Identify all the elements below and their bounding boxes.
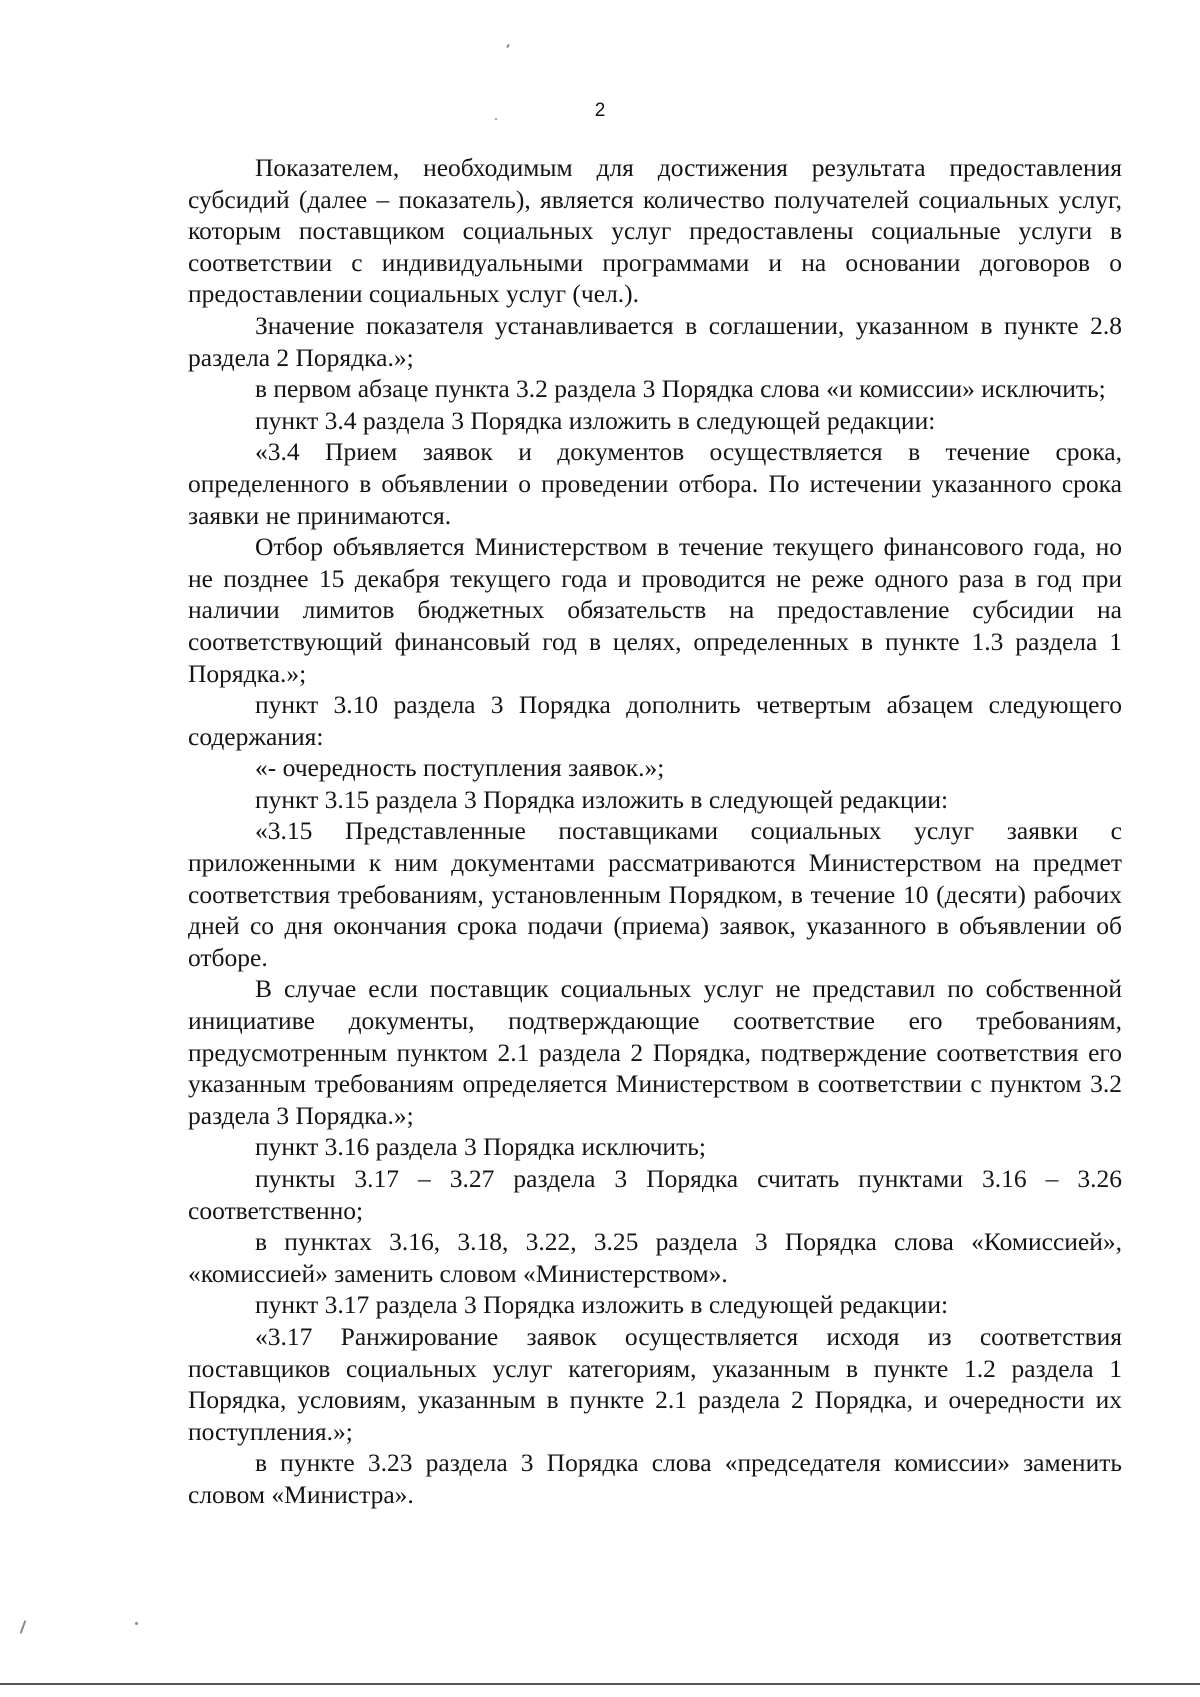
scan-speck — [135, 1622, 138, 1625]
paragraph: пункт 3.4 раздела 3 Порядка изложить в следующей редакции: — [255, 405, 936, 435]
document-body — [188, 152, 1122, 1511]
paragraph: В случае если поставщик социальных услуг не представил по собственной инициативе документы, подтверждающие соответствие его требованиям, предусмотренным пунктом 2.1 раздела 2 Порядка, подтверждение соответствия его указанным требованиям определяется Министерством в соответствии с пунктом 3.2 раздела 3 Порядка.»; — [188, 974, 1122, 1130]
paragraph: «3.15 Представленные поставщиками социальных услуг заявки с приложенными к ним документами рассматриваются Министерством на предмет соответствия требованиям, установленным Порядком, в течение 10 (десяти) рабочих дней со дня окончания срока подачи (приема) заявок, указанного в объявлении об отборе. — [188, 816, 1122, 972]
paragraph: пункт 3.17 раздела 3 Порядка изложить в следующей редакции: — [255, 1290, 949, 1320]
paragraph: пункт 3.10 раздела 3 Порядка дополнить четвертым абзацем следующего содержания: — [188, 690, 1122, 751]
paragraph: пункт 3.15 раздела 3 Порядка изложить в следующей редакции: — [255, 784, 949, 814]
paragraph: Отбор объявляется Министерством в течение текущего финансового года, но не позднее 15 декабря текущего года и проводится не реже одного раза в год при наличии лимитов бюджетных обязательств на предоставление субсидии на соответствующий финансовый год в целях, определенных в пункте 1.3 раздела 1 Порядка.»; — [188, 532, 1122, 688]
paragraph: в пунктах 3.16, 3.18, 3.22, 3.25 раздела 3 Порядка слова «Комиссией», «комиссией» заменить словом «Министерством». — [188, 1227, 1122, 1288]
scan-speck — [20, 1620, 27, 1634]
paragraph: «3.17 Ранжирование заявок осуществляется исходя из соответствия поставщиков социальных услуг категориям, указанным в пункте 1.2 раздела 1 Порядка, условиям, указанным в пункте 2.1 раздела 2 Порядка, и очередности их поступления.»; — [188, 1321, 1122, 1446]
page-number: 2 — [594, 100, 606, 121]
paragraph: Значение показателя устанавливается в соглашении, указанном в пункте 2.8 раздела 2 Порядка.»; — [188, 310, 1122, 372]
page-bottom-edge — [0, 1683, 1200, 1685]
scan-speck — [495, 118, 497, 120]
paragraph: в первом абзаце пункта 3.2 раздела 3 Порядка слова «и комиссии» исключить; — [255, 374, 1106, 404]
paragraph: пункт 3.16 раздела 3 Порядка исключить; — [255, 1132, 706, 1162]
paragraph: в пункте 3.23 раздела 3 Порядка слова «председателя комиссии» заменить словом «Министра». — [188, 1448, 1122, 1509]
paragraph: «- очередность поступления заявок.»; — [255, 753, 665, 783]
paragraph: «3.4 Прием заявок и документов осуществляется в течение срока, определенного в объявлении о проведении отбора. По истечении указанного срока заявки не принимаются. — [188, 437, 1122, 530]
scan-speck — [506, 44, 510, 48]
paragraph: пункты 3.17 – 3.27 раздела 3 Порядка считать пунктами 3.16 – 3.26 соответственно; — [188, 1164, 1122, 1225]
paragraph: Показателем, необходимым для достижения результата предоставления субсидий (далее – показатель), является количество получателей социальных услуг, которым поставщиком социальных услуг предоставлены социальные услуги в соответствии с индивидуальными программами и на основании договоров о предоставлении социальных услуг (чел.). — [188, 153, 1122, 309]
